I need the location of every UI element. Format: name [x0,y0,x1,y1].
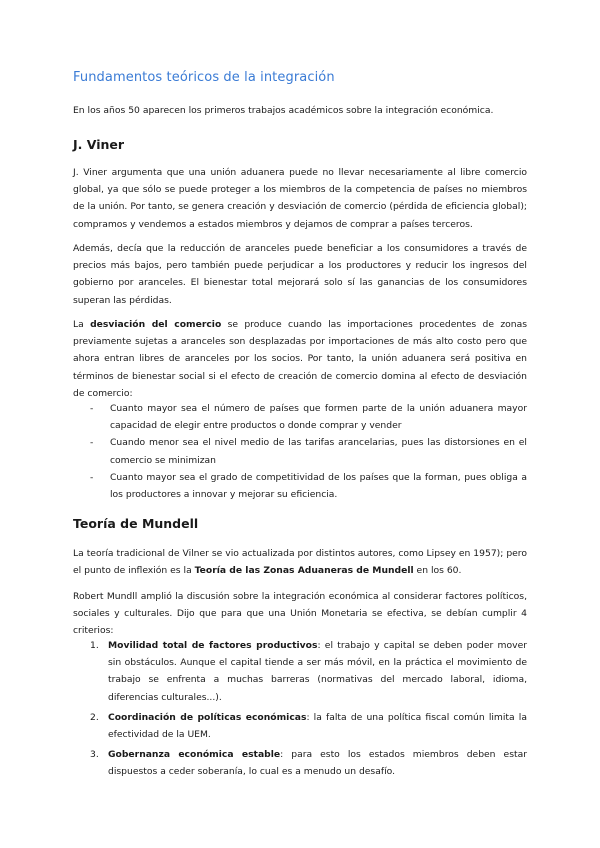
list-item-text: Cuando menor sea el nivel medio de las tarifas arancelarias, pues las distorsiones en el comercio se minimizan [110,437,527,466]
list-item [73,637,527,706]
viner-paragraph-2: Además, decía que la reducción de aranceles puede beneficiar a los consumidores a través de precios más bajos, pero también puede perjudicar a los productores y reducir los ingresos del gobierno por aranceles. El bienestar total mejorará solo sí las ganancias de los consumidores superan las pérdidas. [73,243,527,306]
mundell-theory-term: Teoría de las Zonas Aduaneras de Mundell [194,565,414,577]
list-number: 2. [90,711,99,723]
viner-bullet-list [73,400,527,503]
list-item [73,434,527,468]
p3-post: se produce cuando las importaciones procedentes de zonas previamente sujetas a aranceles son desplazadas por importaciones de más alto costo pero que ahora entran libres de aranceles por los socios. Por tanto, la unión aduanera será positiva en términos de bienestar social si el efecto de creación de comercio domina al efecto de desviación de comercio: [73,319,528,399]
m-p1-post: en los 60. [413,565,462,577]
dash-marker: - [90,471,94,483]
list-item [73,746,527,780]
dash-marker: - [90,403,94,414]
criterion-title: Movilidad total de factores productivos [108,640,318,651]
page-title: Fundamentos teóricos de la integración [73,70,335,85]
mundell-paragraph-2: Robert Mundll amplió la discusión sobre la integración económica al considerar factores políticos, sociales y culturales. Dijo que para que una Unión Monetaria se efectiva, se debían cumplir 4 criterios: [73,591,527,637]
criterion-text: : la falta de una política fiscal común limita la efectividad de la UEM. [108,711,527,741]
viner-paragraph-1: J. Viner argumenta que una unión aduanera puede no llevar necesariamente al libre comercio global, ya que sólo se puede proteger a los miembros de la competencia de países no miembros de la unión. Por tanto, se genera creación y desviación de comercio (pérdida de eficiencia global); compramos y vendemos a estados miembros y dejamos de comprar a países terceros. [73,167,527,230]
list-item [73,400,527,434]
m-p1-pre: La teoría tradicional de Vilner se vio actualizada por distintos autores, como Lipsey en 1957); pero el punto de inflexión es la [73,548,527,577]
list-number: 1. [90,640,99,651]
list-number: 3. [90,749,99,761]
list-item [73,469,527,503]
desviacion-term: desviación del comercio [90,319,222,330]
criterion-text: : el trabajo y capital se deben poder mover sin obstáculos. Aunque el capital tiende a ser más móvil, en la práctica el movimiento de trabajo se enfrenta a muchas barreras (normativas del mercado laboral, idioma, diferencias culturales...). [108,640,527,703]
viner-paragraph-3 [73,316,527,402]
list-item-text: Cuanto mayor sea el número de países que formen parte de la unión aduanera mayor capacidad de elegir entre productos o donde comprar y vender [110,403,527,432]
criterion-text: : para esto los estados miembros deben estar dispuestos a ceder soberanía, lo cual es a menudo un desafío. [108,749,527,778]
criterion-title: Gobernanza económica estable [108,749,281,761]
intro-paragraph: En los años 50 aparecen los primeros trabajos académicos sobre la integración económica. [73,105,494,116]
list-item-text: Cuanto mayor sea el grado de competitividad de los países que la forman, pues obliga a los productores a innovar y mejorar su eficiencia. [110,471,527,501]
list-item [73,709,527,743]
dash-marker: - [90,437,94,449]
mundell-paragraph-1 [73,545,527,579]
criterion-title: Coordinación de políticas económicas [108,711,307,723]
p3-pre: La [73,319,91,330]
criteria-list [73,637,527,784]
mundell-heading: Teoría de Mundell [73,516,199,531]
viner-heading: J. Viner [73,137,125,152]
